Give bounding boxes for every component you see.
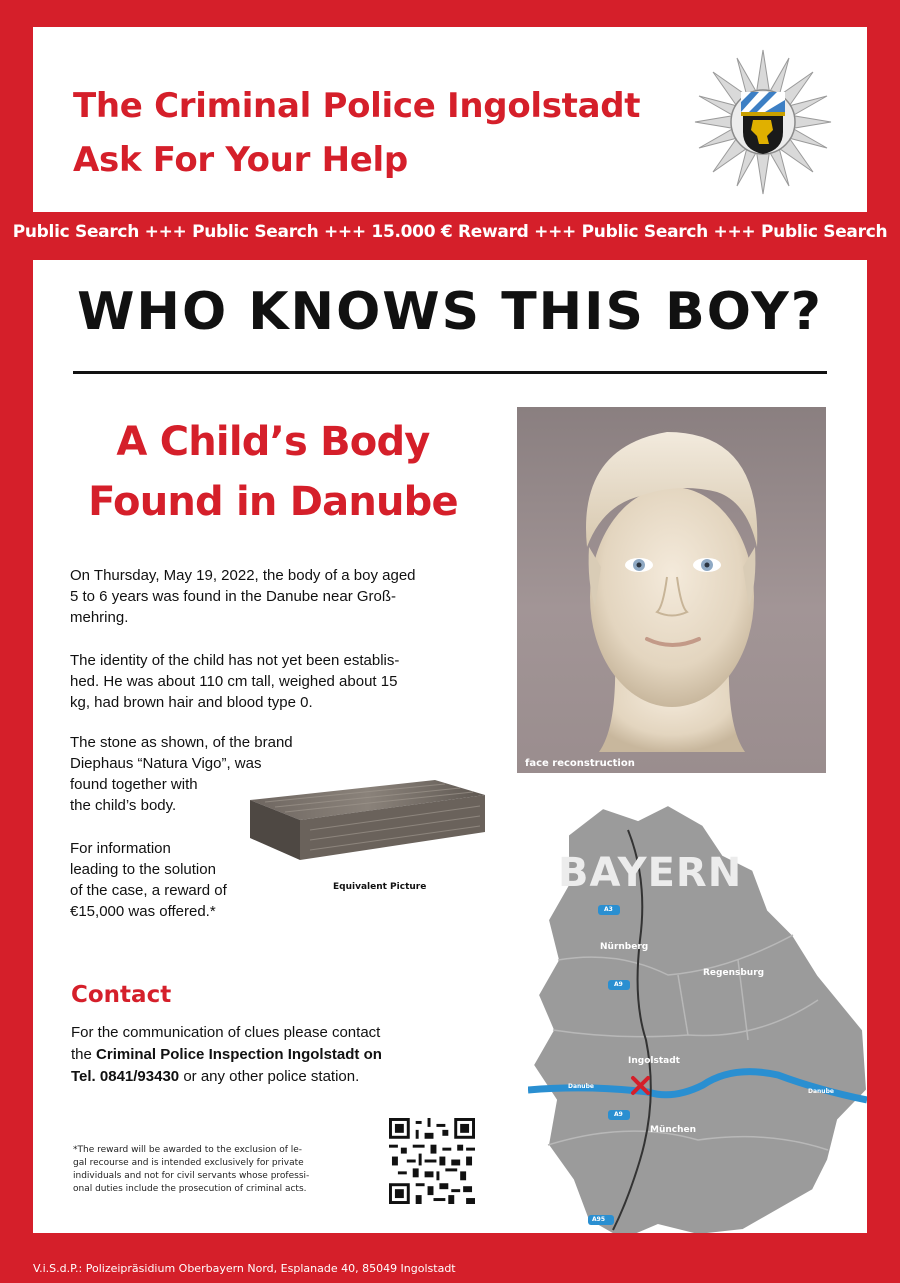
paragraph-discovery bbox=[70, 565, 416, 628]
river-label: Danube bbox=[568, 1083, 594, 1090]
header-title-line1: The Criminal Police Ingolstadt bbox=[73, 86, 641, 126]
text-line: the child’s body. bbox=[70, 797, 177, 814]
text-line: For information bbox=[70, 840, 171, 857]
police-star-badge-icon bbox=[693, 47, 833, 197]
footnote-line: onal duties include the prosecution of criminal acts. bbox=[73, 1184, 307, 1194]
contact-line3 bbox=[71, 1066, 382, 1088]
city-label-ingolstadt: Ingolstadt bbox=[628, 1056, 680, 1066]
text-line: The stone as shown, of the brand bbox=[70, 734, 293, 751]
contact-line2-bold: Criminal Police Inspection Ingolstadt on bbox=[96, 1046, 382, 1063]
road-label-a3: A3 bbox=[604, 906, 613, 913]
subheadline-line2: Found in Danube bbox=[88, 479, 458, 525]
text-line: mehring. bbox=[70, 609, 129, 626]
contact-line2 bbox=[71, 1044, 382, 1066]
subheadline bbox=[53, 412, 493, 532]
face-reconstruction-photo bbox=[517, 407, 826, 773]
qr-code-icon[interactable] bbox=[389, 1118, 475, 1204]
footnote bbox=[73, 1144, 373, 1196]
face-reconstruction-image bbox=[517, 407, 826, 773]
river-label: Danube bbox=[808, 1088, 834, 1095]
text-line: The identity of the child has not yet been establis- bbox=[70, 652, 400, 669]
main-panel bbox=[33, 260, 867, 1233]
road-label-a9: A9 bbox=[614, 1111, 623, 1118]
road-label-a95: A95 bbox=[592, 1216, 605, 1223]
contact-text bbox=[71, 1022, 382, 1088]
city-label-nuernberg: Nürnberg bbox=[600, 942, 649, 952]
headline: WHO KNOWS THIS BOY? bbox=[77, 282, 823, 342]
divider bbox=[73, 371, 827, 374]
text-line: kg, had brown hair and blood type 0. bbox=[70, 694, 313, 711]
city-label-regensburg: Regensburg bbox=[703, 968, 765, 978]
contact-line1: For the communication of clues please contact bbox=[71, 1024, 381, 1041]
contact-line3-plain: or any other police station. bbox=[179, 1068, 360, 1085]
ticker-banner: Public Search +++ Public Search +++ 15.000 € Reward +++ Public Search +++ Public Search bbox=[12, 222, 888, 242]
photo-caption: face reconstruction bbox=[525, 758, 635, 769]
text-line: found together with bbox=[70, 776, 198, 793]
text-line: leading to the solution bbox=[70, 861, 216, 878]
text-line: hed. He was about 110 cm tall, weighed about 15 bbox=[70, 673, 398, 690]
text-line: of the case, a reward of bbox=[70, 882, 227, 899]
header-panel bbox=[33, 27, 867, 212]
text-line: 5 to 6 years was found in the Danube near Groß- bbox=[70, 588, 397, 605]
stone-caption: Equivalent Picture bbox=[333, 882, 427, 892]
city-label-muenchen: München bbox=[650, 1125, 697, 1135]
contact-title: Contact bbox=[71, 982, 172, 1008]
text-line: €15,000 was offered.* bbox=[70, 903, 216, 920]
phone-number: Tel. 0841/93430 bbox=[71, 1068, 180, 1085]
footnote-line: gal recourse and is intended exclusively for private bbox=[73, 1158, 304, 1168]
map-title: BAYERN bbox=[558, 850, 743, 896]
text-line: Diephaus “Natura Vigo”, was bbox=[70, 755, 262, 772]
road-label-a9: A9 bbox=[614, 981, 623, 988]
footer-imprint: V.i.S.d.P.: Polizeipräsidium Oberbayern Nord, Esplanade 40, 85049 Ingolstadt bbox=[33, 1262, 456, 1275]
text-line: On Thursday, May 19, 2022, the body of a boy aged bbox=[70, 567, 416, 584]
paving-stone-image bbox=[245, 760, 490, 870]
paragraph-reward bbox=[70, 838, 227, 922]
header-title bbox=[73, 79, 640, 187]
footnote-line: individuals and not for civil servants whose professi- bbox=[73, 1171, 310, 1181]
subheadline-line1: A Child’s Body bbox=[116, 419, 430, 465]
paragraph-identity bbox=[70, 650, 399, 713]
bavaria-map bbox=[528, 800, 867, 1233]
contact-line2-plain: the bbox=[71, 1046, 97, 1063]
footnote-line: *The reward will be awarded to the exclusion of le- bbox=[73, 1145, 303, 1155]
header-title-line2: Ask For Your Help bbox=[73, 140, 408, 180]
